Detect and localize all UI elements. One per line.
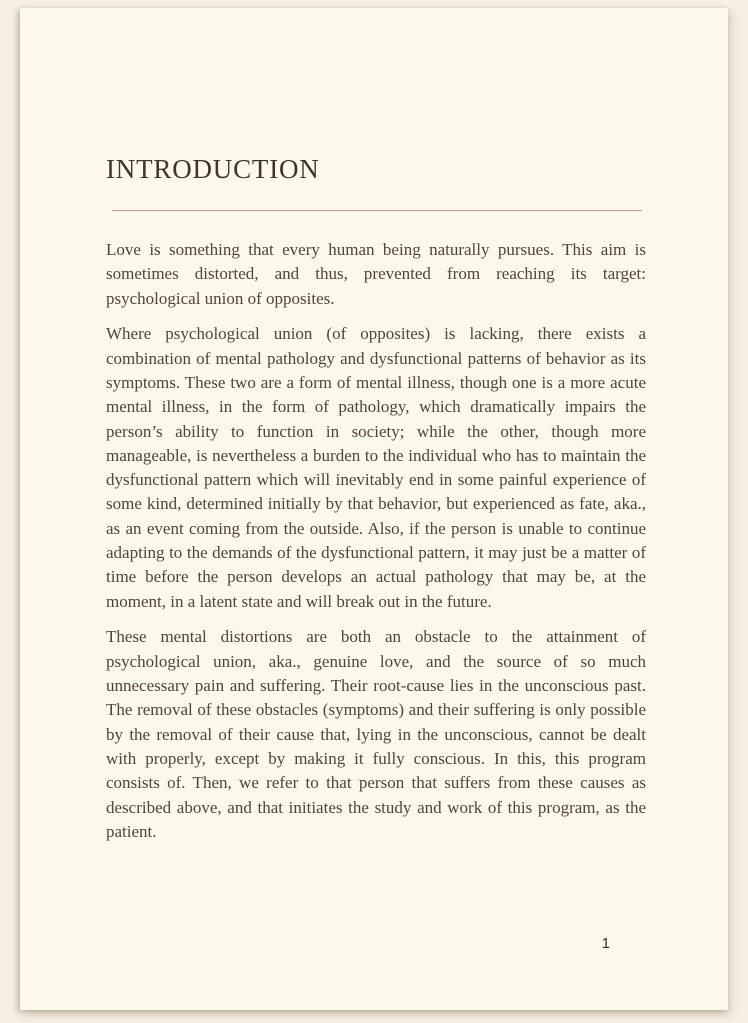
body-paragraph: Love is something that every human being naturally pursues. This aim is sometimes distorted, and thus, prevented from reaching its target: psychological union of opposites. (106, 240, 646, 308)
chapter-title: INTRODUCTION (106, 154, 320, 184)
body-text (106, 238, 646, 844)
document-page (20, 8, 728, 1010)
page-number: 1 (601, 935, 610, 952)
body-paragraph: Where psychological union (of opposites) is lacking, there exists a combination of mental pathology and dysfunctional patterns of behavior as its symptoms. These two are a form of mental illness, though one is a more acute mental illness, in the form of pathology, which dramatically impairs the person’s ability to function in society; while the other, though more manageable, is nevertheless a burden to the individual who has to maintain the dysfunctional pattern which will inevitably end in some painful experience of some kind, determined initially by that behavior, but experienced as fate, aka., as an event coming from the outside. Also, if the person is unable to continue adapting to the demands of the dysfunctional pattern, it may just be a matter of time before the person develops an actual pathology that may be, at the moment, in a latent state and will break out in the future. (106, 324, 646, 611)
body-paragraph: These mental distortions are both an obstacle to the attainment of psychological union, aka., genuine love, and the source of so much unnecessary pain and suffering. Their root-cause lies in the unconscious past. The removal of these obstacles (symptoms) and their suffering is only possible by the removal of their cause that, lying in the unconscious, cannot be dealt with properly, except by making it fully conscious. In this, this program consists of. Then, we refer to that person that suffers from these causes as described above, and that initiates the study and work of this program, as the patient. (106, 627, 646, 841)
title-divider (112, 210, 642, 212)
